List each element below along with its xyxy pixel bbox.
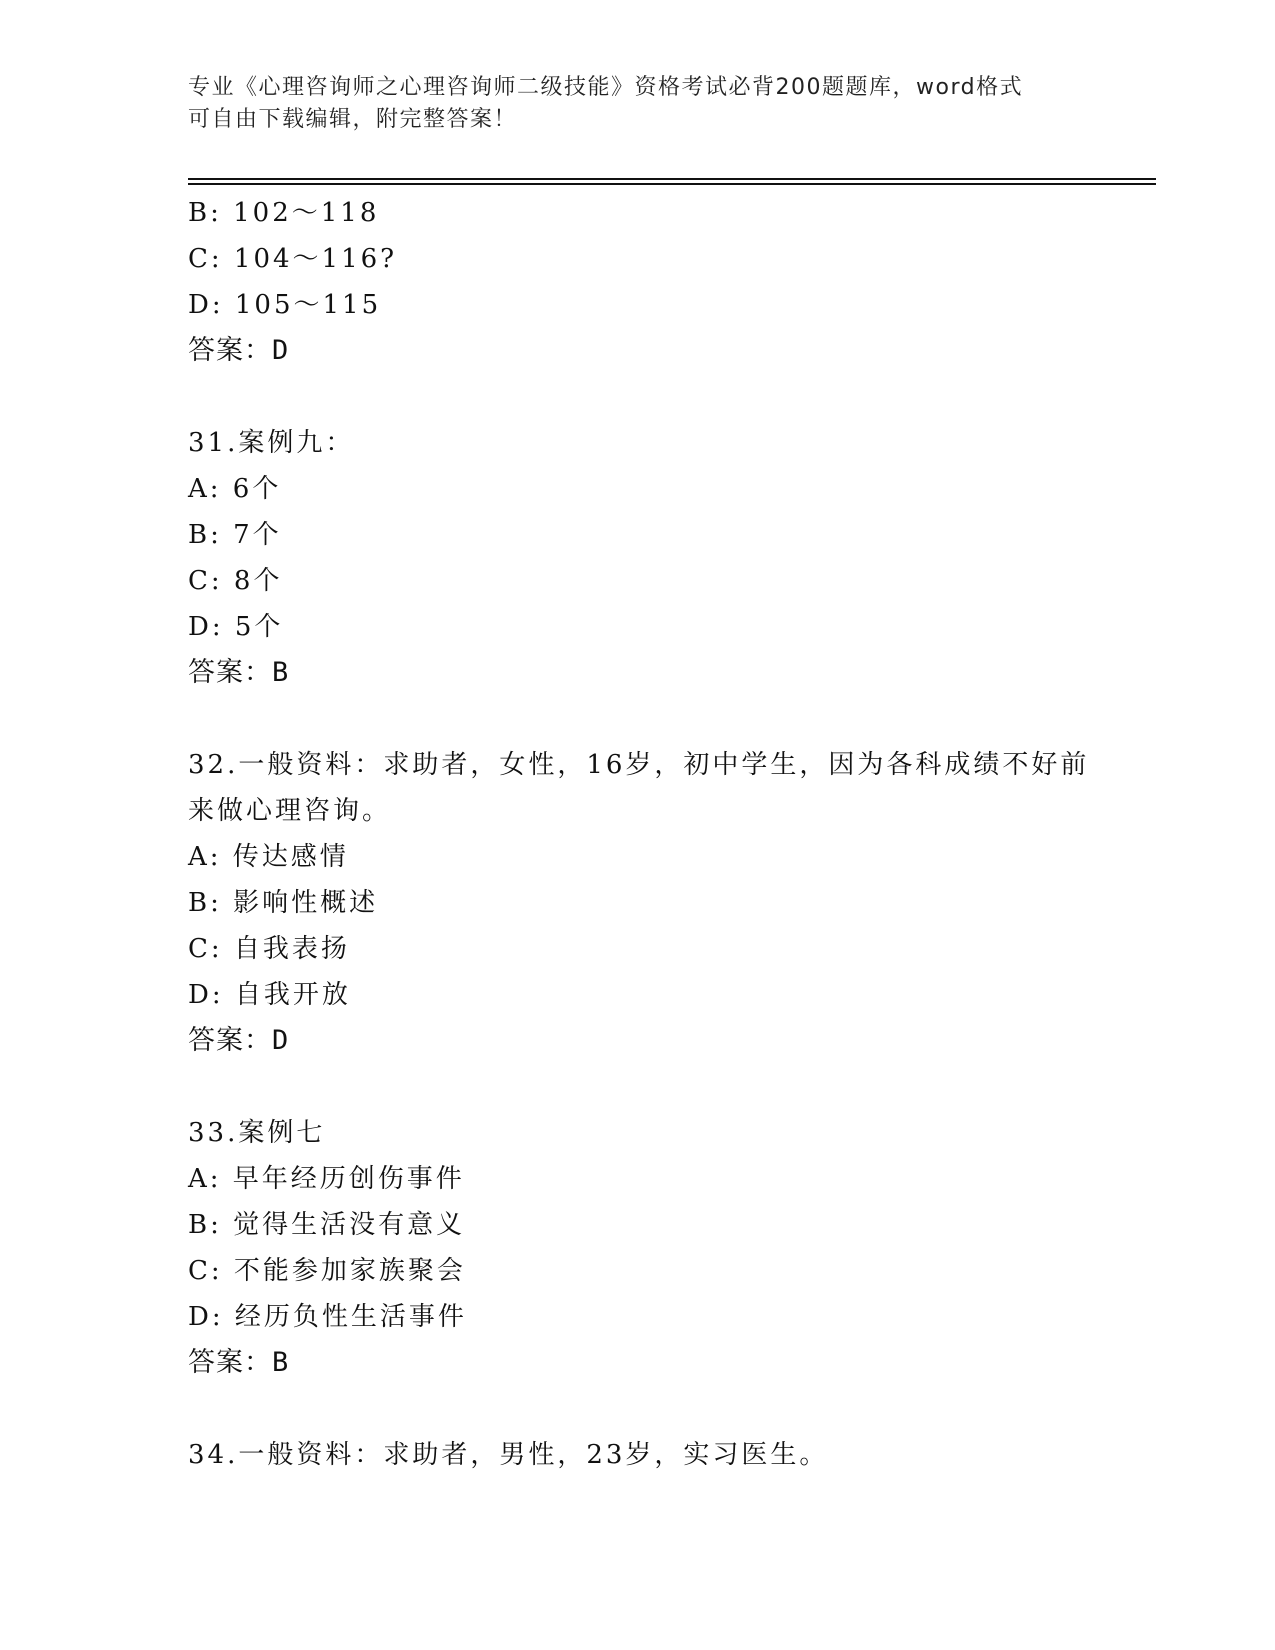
option-c: C: 8个 [188, 566, 283, 596]
question-list [188, 190, 1088, 1478]
question-33 [188, 1110, 1088, 1386]
option-c: C: 不能参加家族聚会 [188, 1256, 466, 1286]
option-b: B: 影响性概述 [188, 888, 379, 918]
spacer [188, 374, 1088, 420]
question-stem-line-2: 来做心理咨询。 [188, 796, 392, 826]
answer-line: 答案：B [188, 1347, 290, 1378]
option-a: A: 6个 [188, 474, 282, 504]
answer-line: 答案：B [188, 657, 290, 688]
question-30-tail [188, 190, 1088, 374]
header-divider-top [188, 178, 1156, 180]
question-32 [188, 742, 1088, 1064]
option-a: A: 传达感情 [188, 842, 349, 872]
answer-line: 答案：D [188, 335, 290, 366]
question-31 [188, 420, 1088, 696]
question-stem: 33.案例七 [188, 1118, 326, 1148]
spacer [188, 696, 1088, 742]
option-d: D: 经历负性生活事件 [188, 1302, 467, 1332]
option-c: C: 104～116? [188, 244, 398, 274]
header-divider-bottom [188, 183, 1156, 185]
option-b: B: 觉得生活没有意义 [188, 1210, 466, 1240]
option-b: B: 7个 [188, 520, 282, 550]
option-c: C: 自我表扬 [188, 934, 350, 964]
question-stem: 31.案例九： [188, 428, 355, 458]
document-header [188, 72, 1088, 136]
answer-line: 答案：D [188, 1025, 290, 1056]
header-title-line-2: 可自由下载编辑，附完整答案！ [188, 107, 518, 132]
question-34 [188, 1432, 1088, 1478]
question-stem-line-1: 32.一般资料：求助者，女性，16岁，初中学生，因为各科成绩不好前 [188, 750, 1090, 780]
option-b: B: 102～118 [188, 198, 380, 228]
header-title-line-1: 专业《心理咨询师之心理咨询师二级技能》资格考试必背200题题库，word格式 [188, 75, 1024, 100]
option-d: D: 自我开放 [188, 980, 351, 1010]
option-a: A: 早年经历创伤事件 [188, 1164, 465, 1194]
option-d: D: 105～115 [188, 290, 382, 320]
spacer [188, 1386, 1088, 1432]
spacer [188, 1064, 1088, 1110]
question-stem: 34.一般资料：求助者，男性，23岁，实习医生。 [188, 1440, 829, 1470]
option-d: D: 5个 [188, 612, 284, 642]
